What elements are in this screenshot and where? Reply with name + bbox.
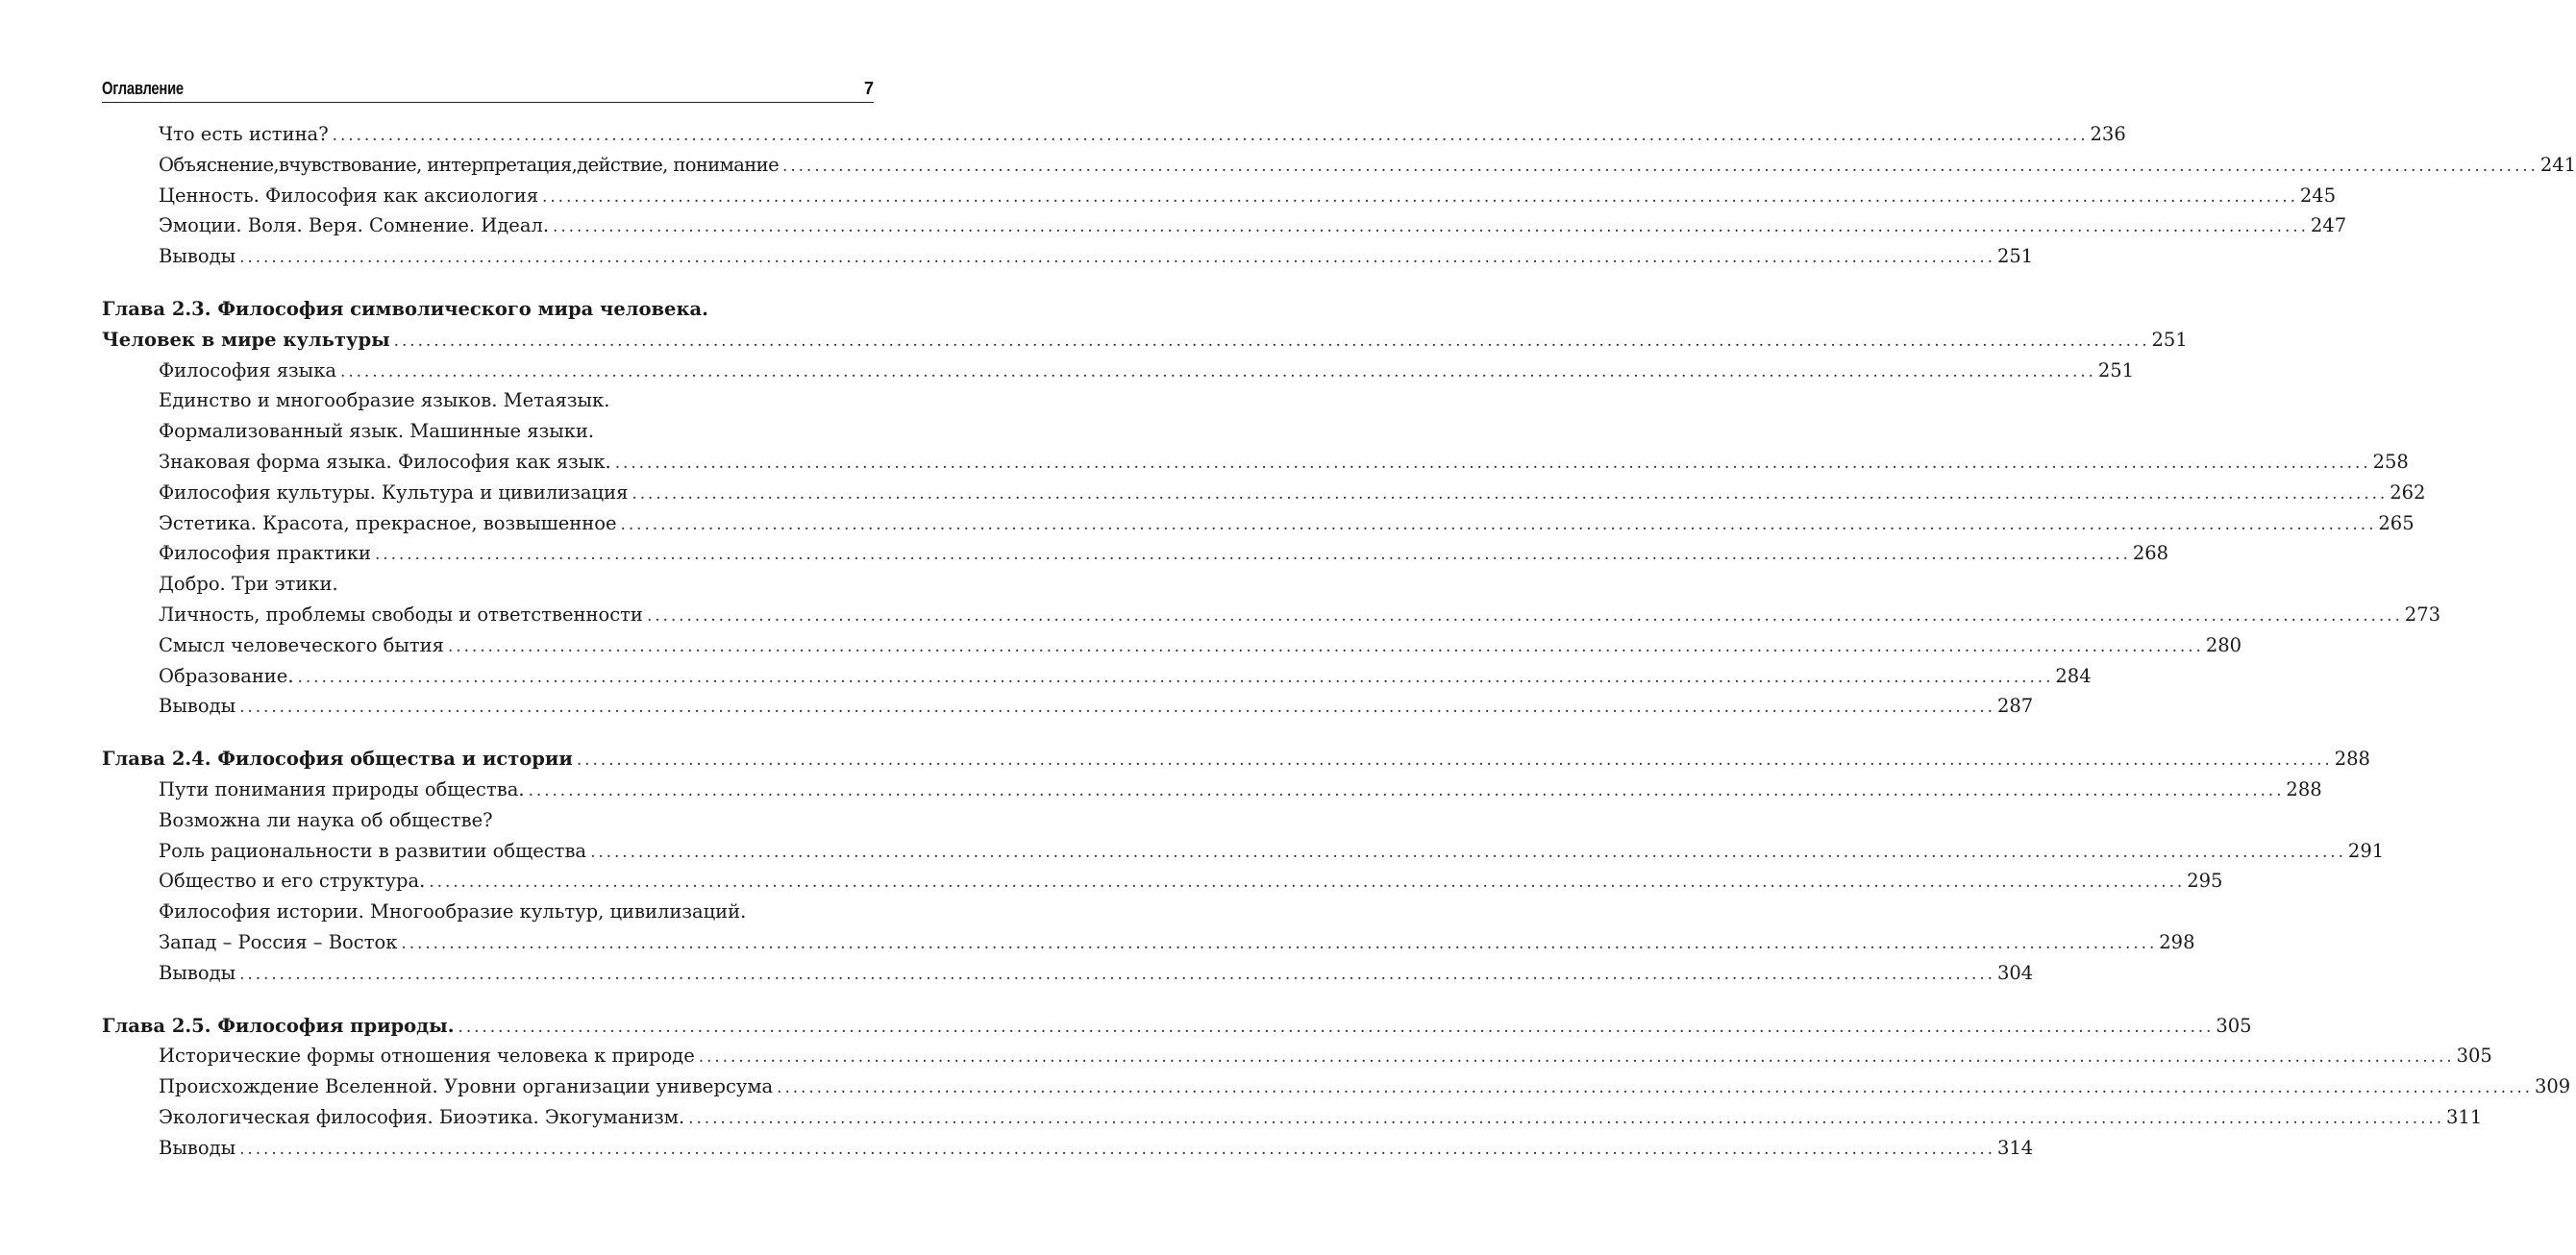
page-number: 251 <box>1996 245 2034 268</box>
entry-title: Выводы <box>159 695 236 718</box>
toc-entry-line <box>102 836 2385 867</box>
entry-title: Общество и его структура. <box>159 870 426 893</box>
toc-chapter-line <box>102 325 2188 356</box>
toc-entry-line <box>102 416 874 447</box>
dot-leader: ............................................................................................................................................................................................................................ <box>782 156 2539 176</box>
toc-chapter-line <box>102 744 2370 775</box>
dot-leader: ............................................................................................................................................................................................................................ <box>239 1139 1995 1159</box>
toc-entry-line <box>102 805 874 836</box>
toc-entry-line <box>102 538 2169 569</box>
dot-leader: ............................................................................................................................................................................................................................ <box>297 667 2054 687</box>
page-number: 311 <box>2446 1105 2483 1128</box>
toc-entry-line <box>102 958 2034 989</box>
page-number: 298 <box>2159 930 2195 953</box>
toc-entry-line <box>102 1071 2571 1102</box>
dot-leader: ............................................................................................................................................................................................................................ <box>528 780 2285 800</box>
page-number: 251 <box>2097 358 2135 381</box>
page-number: 236 <box>2090 123 2126 145</box>
page-number: 288 <box>2334 748 2370 771</box>
chapter-title: Глава 2.4. Философия общества и истории <box>102 748 573 771</box>
entry-title: Пути понимания природы общества. <box>159 777 525 800</box>
header-page-number: 7 <box>863 79 874 98</box>
dot-leader: ............................................................................................................................................................................................................................ <box>340 361 2096 381</box>
entry-title: Эстетика. Красота, прекрасное, возвышенное <box>159 511 617 534</box>
entry-title: Философия культуры. Культура и цивилизация <box>159 480 629 504</box>
page-number: 284 <box>2055 664 2092 687</box>
dot-leader: ............................................................................................................................................................................................................................ <box>688 1108 2445 1128</box>
running-header <box>102 75 874 103</box>
page-number: 304 <box>1996 961 2034 984</box>
page-number: 295 <box>2187 870 2223 893</box>
dot-leader: ............................................................................................................................................................................................................................ <box>239 698 1995 718</box>
page-number: 305 <box>2216 1014 2252 1037</box>
dot-leader: ............................................................................................................................................................................................................................ <box>777 1078 2533 1098</box>
dot-leader: ............................................................................................................................................................................................................................ <box>332 126 2089 145</box>
dot-leader: ............................................................................................................................................................................................................................ <box>375 545 2131 565</box>
toc-entry-line <box>102 661 2092 692</box>
page-number: 288 <box>2286 777 2322 800</box>
entry-title: Выводы <box>159 1136 236 1159</box>
toc-entry-line <box>102 356 2135 386</box>
dot-leader: ............................................................................................................................................................................................................................ <box>239 964 1995 984</box>
toc-entry-line <box>102 1041 2492 1071</box>
table-of-contents <box>102 119 2576 1164</box>
dot-leader: ............................................................................................................................................................................................................................ <box>458 1017 2215 1037</box>
page-number: 241 <box>2539 153 2576 176</box>
page-number: 309 <box>2534 1075 2571 1098</box>
toc-entry-line <box>102 478 2426 508</box>
entry-title: Возможна ли наука об обществе? <box>159 808 493 831</box>
entry-title: Объяснение,вчувствование, интерпретация,действие, понимание <box>159 153 780 176</box>
page-number: 265 <box>2378 511 2415 534</box>
dot-leader: ............................................................................................................................................................................................................................ <box>698 1047 2455 1068</box>
toc-entry-line <box>102 897 874 927</box>
entry-title: Личность, проблемы свободы и ответственности <box>159 603 643 626</box>
page-number: 273 <box>2404 603 2441 626</box>
entry-title: Философия истории. Многообразие культур, цивилизаций. <box>159 900 747 923</box>
entry-title: Экологическая философия. Биоэтика. Экогуманизм. <box>159 1105 685 1128</box>
page-number: 305 <box>2456 1045 2492 1068</box>
toc-entry-line <box>102 775 2322 805</box>
dot-leader: ............................................................................................................................................................................................................................ <box>542 186 2298 207</box>
toc-entry-line <box>102 866 2223 897</box>
page-number: 262 <box>2390 480 2426 504</box>
toc-entry-line <box>102 927 2195 958</box>
entry-title: Происхождение Вселенной. Уровни организации универсума <box>159 1075 774 1098</box>
entry-title: Выводы <box>159 961 236 984</box>
toc-entry-line <box>102 630 2242 661</box>
dot-leader: ............................................................................................................................................................................................................................ <box>429 873 2186 893</box>
page-number: 251 <box>2151 328 2188 351</box>
page-number: 247 <box>2310 214 2347 237</box>
dot-leader: ............................................................................................................................................................................................................................ <box>401 933 2158 953</box>
dot-leader: ............................................................................................................................................................................................................................ <box>553 217 2309 237</box>
toc-entry-line <box>102 210 2347 241</box>
dot-leader: ............................................................................................................................................................................................................................ <box>614 453 2371 473</box>
entry-title: Эмоции. Воля. Веря. Сомнение. Идеал. <box>159 214 550 237</box>
toc-entry-line <box>102 385 874 416</box>
page-number: 245 <box>2299 184 2337 207</box>
toc-entry-line <box>102 691 2034 722</box>
entry-title: Роль рациональности в развитии общества <box>159 839 587 862</box>
entry-title: Запад – Россия – Восток <box>159 930 398 953</box>
page-number: 268 <box>2132 542 2169 565</box>
toc-entry-line <box>102 1133 2034 1164</box>
dot-leader: ............................................................................................................................................................................................................................ <box>620 514 2377 534</box>
toc-entry-line <box>102 508 2415 539</box>
entry-title: Добро. Три этики. <box>159 573 338 596</box>
dot-leader: ............................................................................................................................................................................................................................ <box>447 636 2204 656</box>
toc-entry-line <box>102 241 2034 272</box>
dot-leader: ............................................................................................................................................................................................................................ <box>239 248 1995 268</box>
page-number: 314 <box>1996 1136 2034 1159</box>
chapter-title: Человек в мире культуры <box>102 328 390 351</box>
dot-leader: ............................................................................................................................................................................................................................ <box>646 605 2403 626</box>
page-number: 291 <box>2347 839 2385 862</box>
entry-title: Знаковая форма языка. Философия как язык. <box>159 450 611 473</box>
page-number: 280 <box>2205 633 2242 656</box>
toc-entry-line <box>102 150 2576 181</box>
dot-leader: ............................................................................................................................................................................................................................ <box>576 751 2333 771</box>
entry-title: Формализованный язык. Машинные языки. <box>159 420 595 443</box>
entry-title: Единство и многообразие языков. Метаязык. <box>159 389 610 412</box>
entry-title: Философия языка <box>159 358 337 381</box>
entry-title: Что есть истина? <box>159 123 329 145</box>
toc-entry-line <box>102 1102 2483 1133</box>
entry-title: Смысл человеческого бытия <box>159 633 444 656</box>
dot-leader: ............................................................................................................................................................................................................................ <box>393 331 2150 351</box>
dot-leader: ............................................................................................................................................................................................................................ <box>590 842 2346 862</box>
toc-entry-line <box>102 600 2441 630</box>
entry-title: Образование. <box>159 664 294 687</box>
page-number: 287 <box>1996 695 2034 718</box>
toc-chapter-line <box>102 1011 2252 1042</box>
toc-entry-line <box>102 447 2409 478</box>
header-title: Оглавление <box>102 79 184 98</box>
entry-title: Исторические формы отношения человека к природе <box>159 1045 695 1068</box>
entry-title: Выводы <box>159 245 236 268</box>
toc-entry-line <box>102 119 2126 150</box>
toc-entry-line <box>102 181 2337 211</box>
chapter-title: Глава 2.3. Философия символического мира человека. <box>102 297 708 320</box>
chapter-title: Глава 2.5. Философия природы. <box>102 1014 455 1037</box>
toc-chapter-line <box>102 294 874 325</box>
toc-entry-line <box>102 569 874 600</box>
dot-leader: ............................................................................................................................................................................................................................ <box>632 483 2389 504</box>
entry-title: Ценность. Философия как аксиология <box>159 184 539 207</box>
page-number: 258 <box>2372 450 2409 473</box>
entry-title: Философия практики <box>159 542 371 565</box>
